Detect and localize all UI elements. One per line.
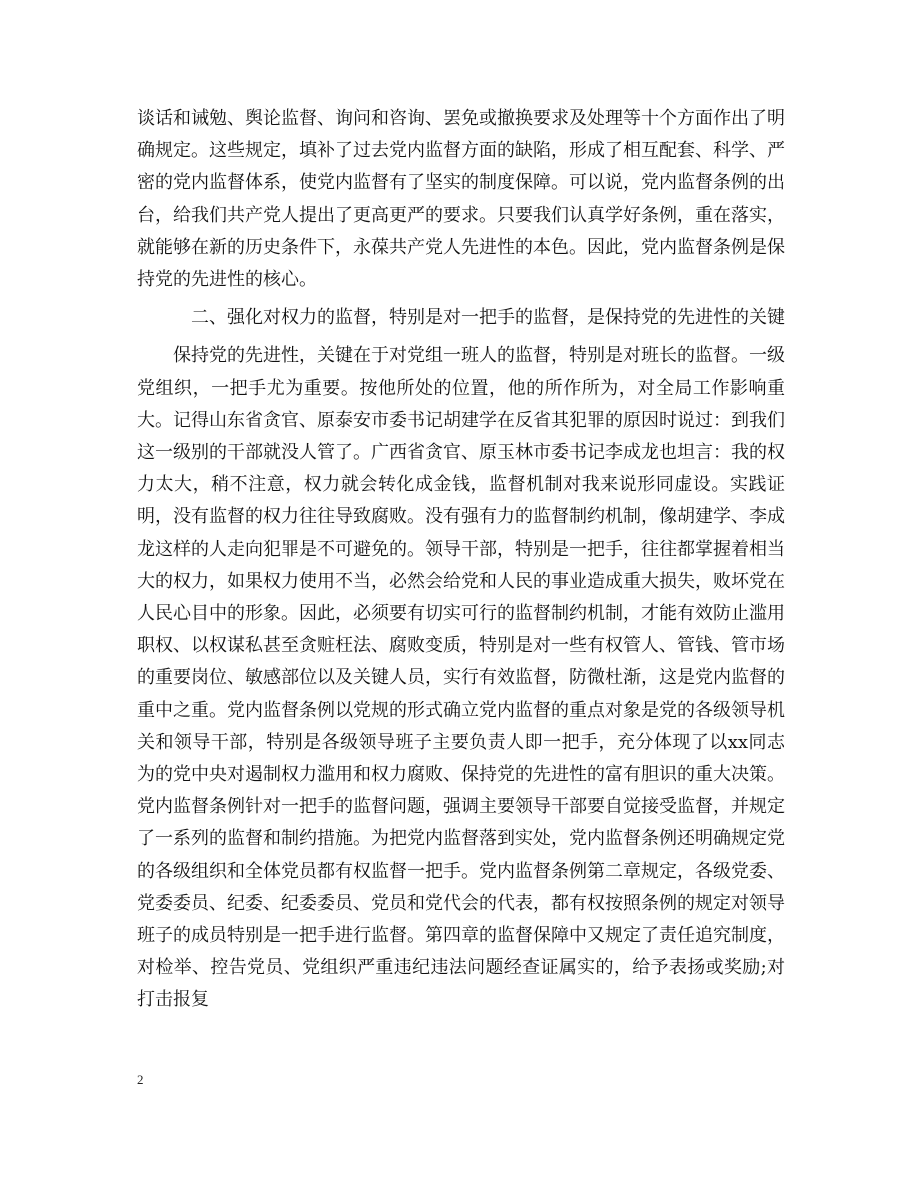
body-paragraph-2: 保持党的先进性，关键在于对党组一班人的监督，特别是对班长的监督。一级党组织，一把手尤为重要。按他所处的位置，他的所作所为，对全局工作影响重大。记得山东省贪官、原泰安市委书记胡建学在反省其犯罪的原因时说过：到我们这一级别的干部就没人管了。广西省贪官、原玉林市委书记李成龙也坦言：我的权力太大，稍不注意，权力就会转化成金钱，监督机制对我来说形同虚设。实践证明，没有监督的权力往往导致腐败。没有强有力的监督制约机制，像胡建学、李成龙这样的人走向犯罪是不可避免的。领导干部，特别是一把手，往往都掌握着相当大的权力，如果权力使用不当，必然会给党和人民的事业造成重大损失，败坏党在人民心目中的形象。因此，必须要有切实可行的监督制约机制，才能有效防止滥用职权、以权谋私甚至贪赃枉法、腐败变质，特别是对一些有权管人、管钱、管市场的重要岗位、敏感部位以及关键人员，实行有效监督，防微杜渐，这是党内监督的重中之重。党内监督条例以党规的形式确立党内监督的重点对象是党的各级领导机关和领导干部，特别是各级领导班子主要负责人即一把手，充分体现了以xx同志为的党中央对遏制权力滥用和权力腐败、保持党的先进性的富有胆识的重大决策。党内监督条例针对一把手的监督问题，强调主要领导干部要自觉接受监督，并规定了一系列的监督和制约措施。为把党内监督落到实处，党内监督条例还明确规定党的各级组织和全体党员都有权监督一把手。党内监督条例第二章规定，各级党委、党委委员、纪委、纪委委员、党员和党代会的代表，都有权按照条例的规定对领导班子的成员特别是一把手进行监督。第四章的监督保障中又规定了责任追究制度，对检举、控告党员、党组织严重违纪违法问题经查证属实的，给予表扬或奖励;对打击报复 — [137, 345, 785, 1011]
section-heading-2: 二、强化对权力的监督，特别是对一把手的监督，是保持党的先进性的关键 — [191, 307, 785, 329]
page-number: 2 — [137, 1072, 144, 1087]
document-body — [137, 103, 785, 1017]
body-paragraph-1: 谈话和诫勉、舆论监督、询问和咨询、罢免或撤换要求及处理等十个方面作出了明确规定。这些规定，填补了过去党内监督方面的缺陷，形成了相互配套、科学、严密的党内监督体系，使党内监督有了坚实的制度保障。可以说，党内监督条例的出台，给我们共产党人提出了更高更严的要求。只要我们认真学好条例，重在落实，就能够在新的历史条件下，永葆共产党人先进性的本色。因此，党内监督条例是保持党的先进性的核心。 — [137, 108, 785, 291]
